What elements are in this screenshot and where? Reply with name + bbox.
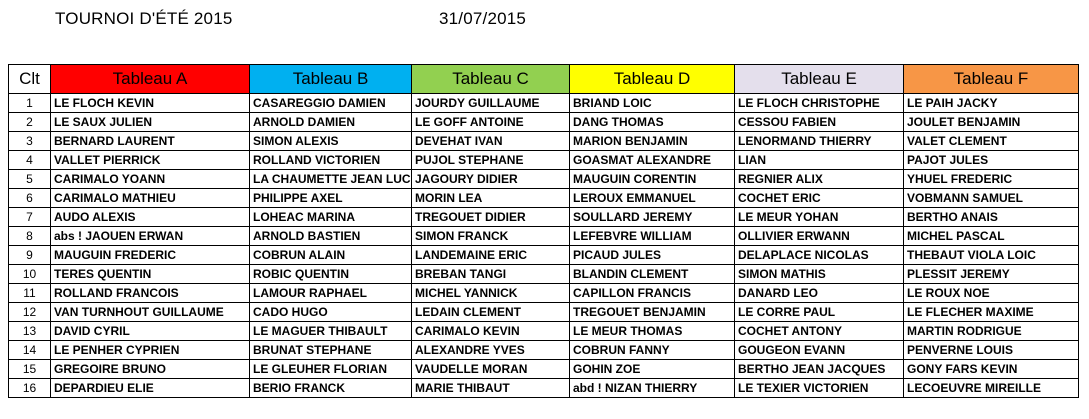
player-cell: ROLLAND FRANCOIS [51,284,250,303]
player-cell: CAPILLON FRANCIS [570,284,735,303]
player-cell: CESSOU FABIEN [735,113,904,132]
player-cell: SIMON FRANCK [412,227,570,246]
column-header-tableau-d: Tableau D [570,65,735,94]
player-cell: MAUGUIN FREDERIC [51,246,250,265]
player-cell: MARIE THIBAUT [412,379,570,398]
table-row [9,284,1079,303]
player-cell: BERNARD LAURENT [51,132,250,151]
player-cell: SIMON MATHIS [735,265,904,284]
player-cell: LE FLOCH CHRISTOPHE [735,94,904,113]
table-row [9,341,1079,360]
player-cell: GOHIN ZOE [570,360,735,379]
rank-cell: 14 [9,341,51,360]
player-cell: MARTIN RODRIGUE [904,322,1079,341]
player-cell: abd ! NIZAN THIERRY [570,379,735,398]
player-cell: LE FLOCH KEVIN [51,94,250,113]
player-cell: AUDO ALEXIS [51,208,250,227]
rank-cell: 3 [9,132,51,151]
table-row [9,189,1079,208]
player-cell: BREBAN TANGI [412,265,570,284]
table-row [9,94,1079,113]
player-cell: LEFEBVRE WILLIAM [570,227,735,246]
player-cell: JAGOURY DIDIER [412,170,570,189]
player-cell: PLESSIT JEREMY [904,265,1079,284]
table-row [9,303,1079,322]
player-cell: ALEXANDRE YVES [412,341,570,360]
rank-column-header: Clt [9,65,51,94]
player-cell: MICHEL YANNICK [412,284,570,303]
player-cell: ARNOLD BASTIEN [250,227,412,246]
player-cell: LA CHAUMETTE JEAN LUC [250,170,412,189]
player-cell: CARIMALO MATHIEU [51,189,250,208]
player-cell: TERES QUENTIN [51,265,250,284]
player-cell: DAVID CYRIL [51,322,250,341]
player-cell: LE PAIH JACKY [904,94,1079,113]
player-cell: CASAREGGIO DAMIEN [250,94,412,113]
player-cell: DANARD LEO [735,284,904,303]
results-body [9,94,1079,398]
player-cell: MICHEL PASCAL [904,227,1079,246]
player-cell: ARNOLD DAMIEN [250,113,412,132]
rank-cell: 2 [9,113,51,132]
player-cell: abs ! JAOUEN ERWAN [51,227,250,246]
player-cell: BRUNAT STEPHANE [250,341,412,360]
player-cell: GREGOIRE BRUNO [51,360,250,379]
column-header-tableau-a: Tableau A [51,65,250,94]
player-cell: VALLET PIERRICK [51,151,250,170]
player-cell: VALET CLEMENT [904,132,1079,151]
player-cell: CARIMALO KEVIN [412,322,570,341]
player-cell: COCHET ERIC [735,189,904,208]
player-cell: PICAUD JULES [570,246,735,265]
results-table [8,64,1079,398]
rank-cell: 5 [9,170,51,189]
player-cell: GONY FARS KEVIN [904,360,1079,379]
header-row [9,65,1079,94]
table-row [9,265,1079,284]
player-cell: LIAN [735,151,904,170]
rank-cell: 7 [9,208,51,227]
player-cell: LEDAIN CLEMENT [412,303,570,322]
player-cell: GOASMAT ALEXANDRE [570,151,735,170]
player-cell: PHILIPPE AXEL [250,189,412,208]
player-cell: DANG THOMAS [570,113,735,132]
page-title: TOURNOI D'ÉTÉ 2015 [55,9,233,28]
player-cell: ROBIC QUENTIN [250,265,412,284]
player-cell: BERTHO JEAN JACQUES [735,360,904,379]
player-cell: JOULET BENJAMIN [904,113,1079,132]
player-cell: PUJOL STEPHANE [412,151,570,170]
player-cell: LE MAGUER THIBAULT [250,322,412,341]
table-row [9,170,1079,189]
player-cell: COCHET ANTONY [735,322,904,341]
table-row [9,379,1079,398]
player-cell: TREGOUET DIDIER [412,208,570,227]
rank-cell: 9 [9,246,51,265]
player-cell: BERTHO ANAIS [904,208,1079,227]
table-row [9,227,1079,246]
player-cell: SIMON ALEXIS [250,132,412,151]
player-cell: MAUGUIN CORENTIN [570,170,735,189]
player-cell: TREGOUET BENJAMIN [570,303,735,322]
column-header-tableau-b: Tableau B [250,65,412,94]
player-cell: LANDEMAINE ERIC [412,246,570,265]
player-cell: PAJOT JULES [904,151,1079,170]
player-cell: GOUGEON EVANN [735,341,904,360]
rank-cell: 10 [9,265,51,284]
player-cell: YHUEL FREDERIC [904,170,1079,189]
player-cell: ROLLAND VICTORIEN [250,151,412,170]
player-cell: LE MEUR THOMAS [570,322,735,341]
player-cell: LOHEAC MARINA [250,208,412,227]
player-cell: DEPARDIEU ELIE [51,379,250,398]
player-cell: SOULLARD JEREMY [570,208,735,227]
player-cell: COBRUN FANNY [570,341,735,360]
column-header-tableau-c: Tableau C [412,65,570,94]
player-cell: DEVEHAT IVAN [412,132,570,151]
table-row [9,322,1079,341]
player-cell: THEBAUT VIOLA LOIC [904,246,1079,265]
rank-cell: 12 [9,303,51,322]
table-row [9,132,1079,151]
player-cell: VOBMANN SAMUEL [904,189,1079,208]
player-cell: VAUDELLE MORAN [412,360,570,379]
column-header-tableau-f: Tableau F [904,65,1079,94]
table-row [9,113,1079,132]
rank-cell: 1 [9,94,51,113]
player-cell: BLANDIN CLEMENT [570,265,735,284]
table-row [9,208,1079,227]
player-cell: LE TEXIER VICTORIEN [735,379,904,398]
player-cell: LE ROUX NOE [904,284,1079,303]
column-header-tableau-e: Tableau E [735,65,904,94]
player-cell: JOURDY GUILLAUME [412,94,570,113]
player-cell: LE CORRE PAUL [735,303,904,322]
rank-cell: 16 [9,379,51,398]
player-cell: REGNIER ALIX [735,170,904,189]
player-cell: MORIN LEA [412,189,570,208]
player-cell: LE GOFF ANTOINE [412,113,570,132]
player-cell: LE SAUX JULIEN [51,113,250,132]
player-cell: LECOEUVRE MIREILLE [904,379,1079,398]
player-cell: COBRUN ALAIN [250,246,412,265]
player-cell: CADO HUGO [250,303,412,322]
player-cell: LE PENHER CYPRIEN [51,341,250,360]
rank-cell: 15 [9,360,51,379]
player-cell: PENVERNE LOUIS [904,341,1079,360]
player-cell: LENORMAND THIERRY [735,132,904,151]
player-cell: LE GLEUHER FLORIAN [250,360,412,379]
player-cell: LE FLECHER MAXIME [904,303,1079,322]
tournament-date: 31/07/2015 [439,9,527,28]
player-cell: BRIAND LOIC [570,94,735,113]
player-cell: LAMOUR RAPHAEL [250,284,412,303]
rank-cell: 11 [9,284,51,303]
player-cell: LEROUX EMMANUEL [570,189,735,208]
player-cell: CARIMALO YOANN [51,170,250,189]
table-row [9,151,1079,170]
player-cell: VAN TURNHOUT GUILLAUME [51,303,250,322]
player-cell: DELAPLACE NICOLAS [735,246,904,265]
rank-cell: 13 [9,322,51,341]
rank-cell: 4 [9,151,51,170]
player-cell: BERIO FRANCK [250,379,412,398]
rank-cell: 6 [9,189,51,208]
player-cell: OLLIVIER ERWANN [735,227,904,246]
table-row [9,246,1079,265]
rank-cell: 8 [9,227,51,246]
player-cell: LE MEUR YOHAN [735,208,904,227]
table-row [9,360,1079,379]
player-cell: MARION BENJAMIN [570,132,735,151]
